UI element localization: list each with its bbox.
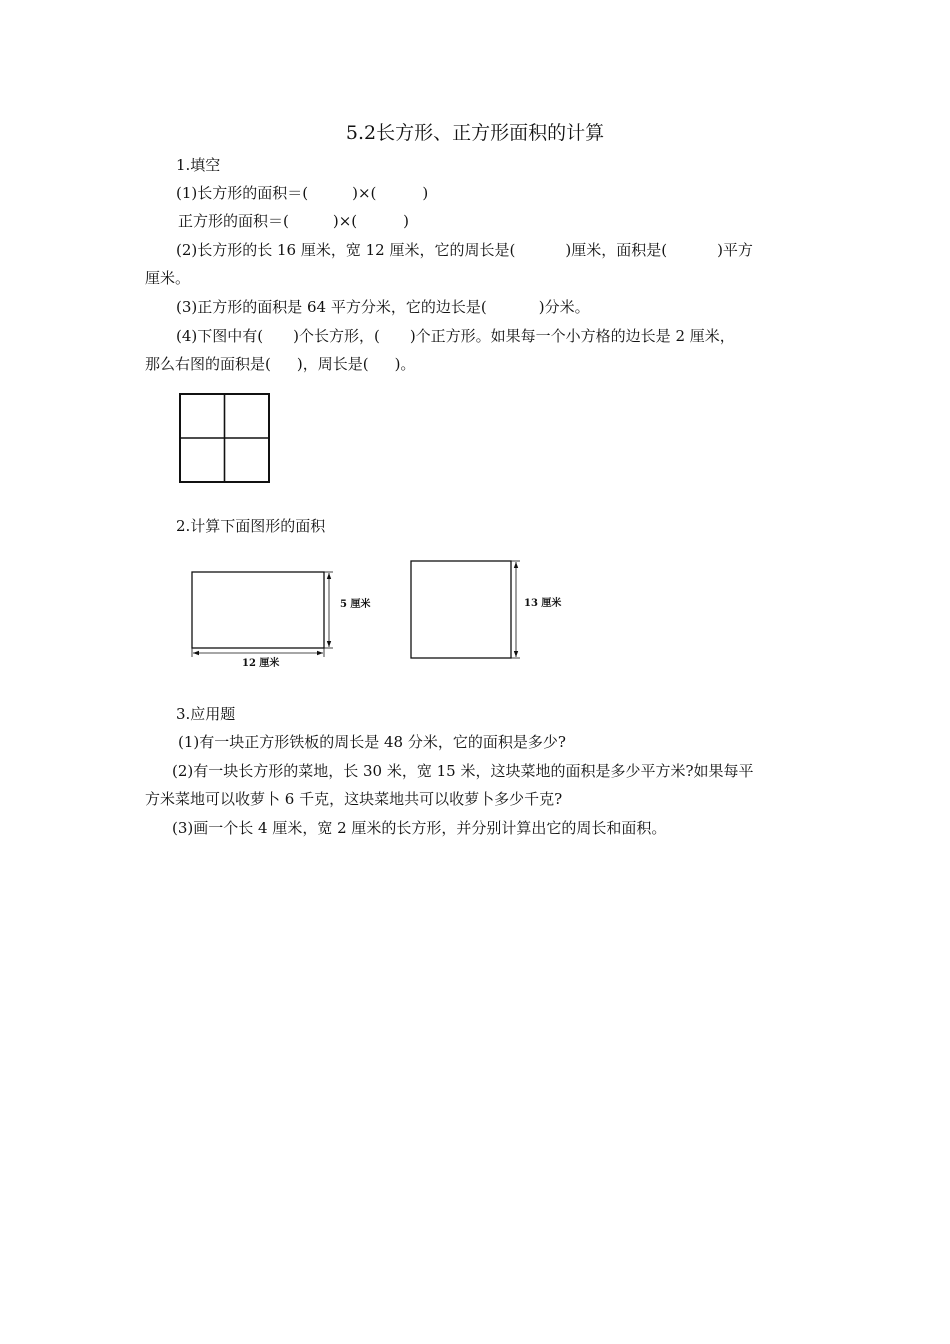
application-question-2-line1: (2)有一块长方形的菜地，长 30 米，宽 15 米，这块菜地的面积是多少平方米?如果每平 [172, 762, 754, 780]
arrow-up-icon [327, 573, 331, 579]
rectangle-figure [186, 566, 371, 672]
q3-number: (3) [176, 298, 198, 316]
square-figure [404, 556, 574, 666]
q2-text: )平方 [717, 241, 753, 259]
q1-number: (1) [176, 184, 198, 202]
grid-figure [178, 392, 272, 484]
rectangle-height-label: 5 厘米 [340, 599, 371, 610]
section2-heading: 2.计算下面图形的面积 [176, 517, 326, 535]
application-question-1: (1)有一块正方形铁板的周长是 48 分米，它的面积是多少? [178, 733, 566, 751]
q2-text: )厘米，面积是( [565, 241, 668, 259]
q4-text: )，周长是( [296, 355, 369, 373]
q1-times: )×( [352, 184, 377, 202]
q4-text: 下图中有( [197, 327, 264, 345]
q1-times: )×( [332, 212, 358, 230]
q1-square-prefix: 正方形的面积＝( [178, 212, 289, 230]
q1-rect-area-formula [176, 183, 428, 203]
q4-number: (4) [176, 327, 198, 345]
q1-rect-prefix: 长方形的面积＝( [197, 184, 309, 202]
square-shape [411, 561, 511, 658]
q2-number: (2) [176, 241, 198, 259]
q4-text: )个正方形。如果每一个小方格的边长是 2 厘米， [409, 327, 735, 345]
square-side-label: 13 厘米 [524, 598, 562, 609]
application-question-2-line2: 方米菜地可以收萝卜 6 千克，这块菜地共可以收萝卜多少千克? [145, 790, 563, 808]
arrow-left-icon [193, 651, 199, 655]
q3-line [176, 297, 590, 317]
rectangle-shape [192, 572, 324, 648]
q1-close: ) [422, 184, 429, 202]
q4-text: 那么右图的面积是( [145, 355, 271, 373]
section1-heading: 1.填空 [176, 156, 221, 174]
arrow-down-icon [514, 651, 518, 657]
q4-text: )。 [394, 355, 416, 373]
page-title: 5.2长方形、正方形面积的计算 [345, 122, 605, 144]
q2-text: 长方形的长 16 厘米，宽 12 厘米，它的周长是( [197, 241, 516, 259]
arrow-down-icon [327, 641, 331, 647]
q2-line2: 厘米。 [145, 269, 191, 287]
q2-line1 [176, 240, 753, 260]
rectangle-width-label: 12 厘米 [242, 658, 280, 669]
q4-line2 [145, 354, 415, 374]
arrow-right-icon [317, 651, 323, 655]
application-question-3: (3)画一个长 4 厘米，宽 2 厘米的长方形，并分别计算出它的周长和面积。 [172, 819, 667, 837]
q1-square-area-formula [178, 211, 409, 231]
q4-line1 [176, 326, 735, 346]
q3-text: 正方形的面积是 64 平方分米，它的边长是( [197, 298, 487, 316]
q3-text: )分米。 [538, 298, 590, 316]
section3-heading: 3.应用题 [176, 705, 236, 723]
arrow-up-icon [514, 562, 518, 568]
q1-close: ) [403, 212, 409, 230]
q4-text: )个长方形，( [293, 327, 380, 345]
